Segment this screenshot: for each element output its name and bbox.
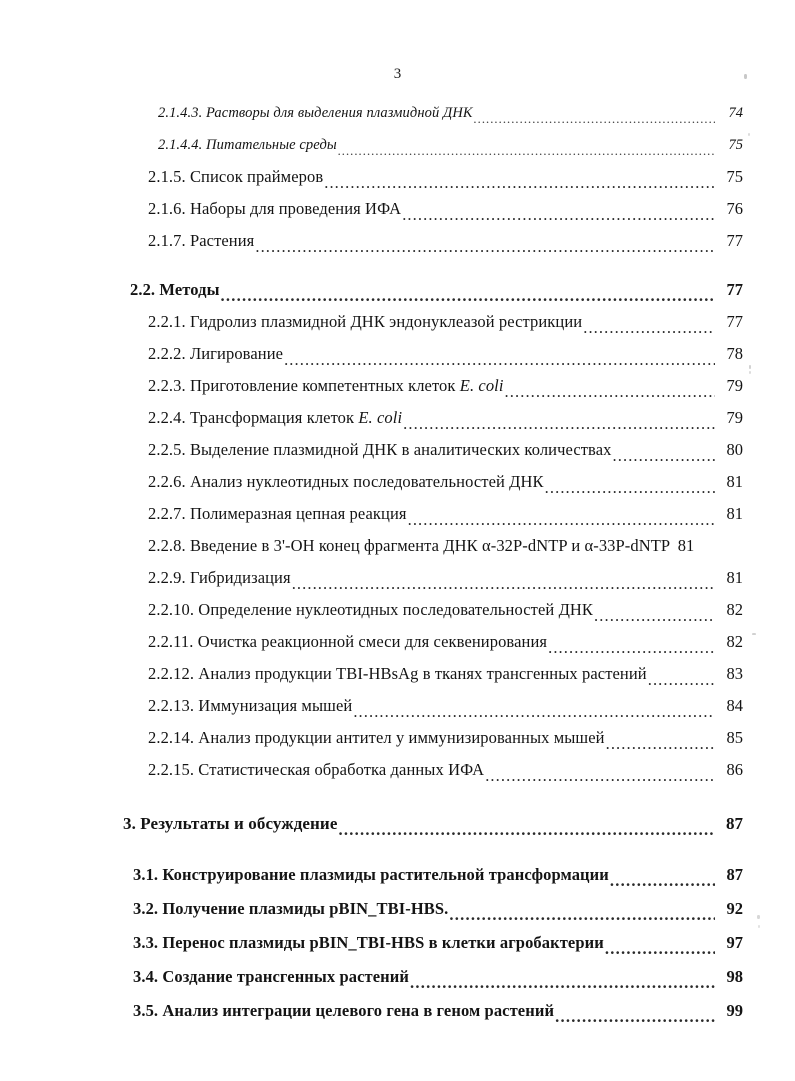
toc-entry-title: 2.2.10. Определение нуклеотидных последовательностей ДНК: [148, 600, 594, 619]
toc-entry-page-number: 74: [728, 105, 743, 121]
toc-entry-page-number: 80: [726, 440, 743, 459]
toc-dot-leader: [408, 514, 715, 525]
toc-entry-title: 2.1.4.4. Питательные среды: [158, 137, 337, 153]
toc-entry-title: 2.2.1. Гидролиз плазмидной ДНК эндонуклеазой рестрикции: [148, 312, 583, 331]
toc-dot-leader: [545, 482, 715, 493]
toc-entry-page-number: 77: [726, 280, 743, 299]
toc-dot-leader: [606, 738, 715, 749]
toc-entry-page-number: 87: [726, 814, 743, 833]
toc-entry[interactable]: [0, 192, 795, 224]
toc-entry[interactable]: [0, 305, 795, 337]
toc-dot-leader: [410, 977, 715, 988]
toc-entry-page-number: 84: [726, 696, 743, 715]
toc-entry[interactable]: [0, 401, 795, 433]
toc-dot-leader: [474, 113, 715, 124]
toc-entry-page-number: 81: [726, 568, 743, 587]
toc-entry-title: 3.4. Создание трансгенных растений: [133, 967, 409, 986]
toc-entry[interactable]: [0, 992, 795, 1026]
toc-entry-page-number: 82: [726, 632, 743, 651]
toc-entry-title: 2.1.5. Список праймеров: [148, 167, 324, 186]
toc-entry-page-number: 77: [726, 231, 743, 250]
toc-entry-title: 2.2. Методы: [130, 280, 220, 299]
toc-entry-title: 2.2.6. Анализ нуклеотидных последовательностей ДНК: [148, 472, 544, 491]
toc-entry-title: 2.2.8. Введение в 3'-OH конец фрагмента ДНК α-32P-dNTP и α-33P-dNTP: [148, 536, 671, 555]
toc-dot-leader: [505, 386, 715, 397]
toc-entry[interactable]: [0, 721, 795, 753]
toc-dot-leader: [402, 209, 715, 220]
toc-entry-title: 2.2.7. Полимеразная цепная реакция: [148, 504, 407, 523]
scan-speckle: [752, 633, 756, 635]
toc-dot-leader: [324, 177, 715, 188]
toc-entry-page-number: 86: [726, 760, 743, 779]
toc-entry-page-number: 99: [726, 1001, 743, 1020]
toc-dot-leader: [292, 578, 715, 589]
scan-speckle: [757, 915, 760, 919]
toc-entry-page-number: 92: [726, 899, 743, 918]
toc-entry[interactable]: [0, 689, 795, 721]
table-of-contents: [0, 96, 795, 1026]
toc-dot-leader: [338, 824, 715, 835]
toc-entry[interactable]: [0, 96, 795, 128]
toc-entry-title: 3. Результаты и обсуждение: [123, 814, 338, 833]
toc-dot-leader: [610, 875, 715, 886]
toc-entry-page-number: 79: [726, 376, 743, 395]
page-folio-number: 3: [393, 66, 402, 82]
toc-entry[interactable]: [0, 753, 795, 785]
toc-entry-title: 2.1.6. Наборы для проведения ИФА: [148, 199, 402, 218]
toc-entry-page-number: 85: [726, 728, 743, 747]
toc-dot-leader: [284, 354, 715, 365]
toc-entry[interactable]: [0, 160, 795, 192]
toc-entry-title: 3.2. Получение плазмиды pBIN_TBI-HBS.: [133, 899, 449, 918]
toc-entry-page-number: 98: [726, 967, 743, 986]
toc-entry[interactable]: [0, 128, 795, 160]
toc-entry-page-number: 75: [726, 167, 743, 186]
toc-dot-leader: [648, 674, 715, 685]
toc-entry-title: 3.5. Анализ интеграции целевого гена в геном растений: [133, 1001, 555, 1020]
toc-entry-title: 2.2.3. Приготовление компетентных клеток E. coli: [148, 376, 504, 395]
scan-speckle: [748, 133, 750, 136]
toc-entry[interactable]: [0, 465, 795, 497]
toc-dot-leader: [353, 706, 715, 717]
toc-entry[interactable]: [0, 856, 795, 890]
toc-dot-leader: [613, 450, 715, 461]
toc-entry-page-number: 97: [726, 933, 743, 952]
species-name: E. coli: [459, 376, 504, 395]
toc-dot-leader: [548, 642, 715, 653]
species-name: E. coli: [358, 408, 403, 427]
toc-entry[interactable]: [0, 807, 795, 839]
toc-dot-leader: [594, 610, 715, 621]
toc-entry[interactable]: [0, 561, 795, 593]
toc-entry[interactable]: [0, 625, 795, 657]
toc-entry-title: 2.2.13. Иммунизация мышей: [148, 696, 353, 715]
toc-entry-page-number: 83: [726, 664, 743, 683]
toc-entry[interactable]: [0, 497, 795, 529]
toc-entry-page-number: 75: [728, 137, 743, 153]
toc-entry-title: 2.2.5. Выделение плазмидной ДНК в аналитических количествах: [148, 440, 612, 459]
toc-entry[interactable]: [0, 958, 795, 992]
toc-entry[interactable]: [0, 593, 795, 625]
toc-dot-leader: [485, 770, 715, 781]
toc-entry[interactable]: [0, 369, 795, 401]
toc-entry-title: 2.2.2. Лигирование: [148, 344, 284, 363]
toc-entry-page-number: 81: [726, 504, 743, 523]
toc-entry[interactable]: [0, 433, 795, 465]
toc-entry-title: 2.2.9. Гибридизация: [148, 568, 291, 587]
toc-entry[interactable]: [0, 890, 795, 924]
scan-speckle: [744, 74, 747, 79]
toc-entry-page-number: 76: [726, 199, 743, 218]
toc-entry-title: 2.2.14. Анализ продукции антител у иммунизированных мышей: [148, 728, 605, 747]
toc-dot-leader: [221, 290, 715, 301]
toc-entry-title: 3.1. Конструирование плазмиды растительной трансформации: [133, 865, 609, 884]
toc-dot-leader: [403, 418, 715, 429]
toc-entry[interactable]: [0, 224, 795, 256]
toc-entry-title: 2.1.7. Растения: [148, 231, 255, 250]
toc-dot-leader: [449, 909, 715, 920]
scan-speckle: [758, 925, 760, 928]
toc-entry[interactable]: [0, 273, 795, 305]
toc-dot-leader: [338, 145, 715, 156]
toc-entry-title: 2.2.4. Трансформация клеток E. coli: [148, 408, 403, 427]
toc-entry[interactable]: [0, 337, 795, 369]
toc-entry-page-number: 81: [677, 536, 695, 555]
toc-entry-title: 2.2.11. Очистка реакционной смеси для секвенирования: [148, 632, 548, 651]
toc-entry-page-number: 78: [726, 344, 743, 363]
toc-entry[interactable]: [0, 657, 795, 689]
toc-entry-title: 2.2.12. Анализ продукции TBI-HBsAg в тканях трансгенных растений: [148, 664, 647, 683]
toc-entry-title: 2.2.15. Статистическая обработка данных ИФА: [148, 760, 485, 779]
toc-dot-leader: [605, 943, 715, 954]
toc-entry[interactable]: [0, 924, 795, 958]
toc-entry-title: 2.1.4.3. Растворы для выделения плазмидной ДНК: [158, 105, 473, 121]
scan-speckle: [749, 365, 751, 369]
toc-dot-leader: [255, 241, 715, 252]
toc-dot-leader: [583, 322, 715, 333]
toc-entry-title: 3.3. Перенос плазмиды pBIN_TBI-HBS в клетки агробактерии: [133, 933, 604, 952]
toc-entry-page-number: 77: [726, 312, 743, 331]
toc-entry-page-number: 81: [726, 472, 743, 491]
toc-entry-page-number: 79: [726, 408, 743, 427]
toc-entry-page-number: 87: [726, 865, 743, 884]
toc-entry-page-number: 82: [726, 600, 743, 619]
toc-entry[interactable]: [0, 529, 795, 561]
toc-dot-leader: [555, 1011, 715, 1022]
scan-speckle: [749, 371, 751, 374]
